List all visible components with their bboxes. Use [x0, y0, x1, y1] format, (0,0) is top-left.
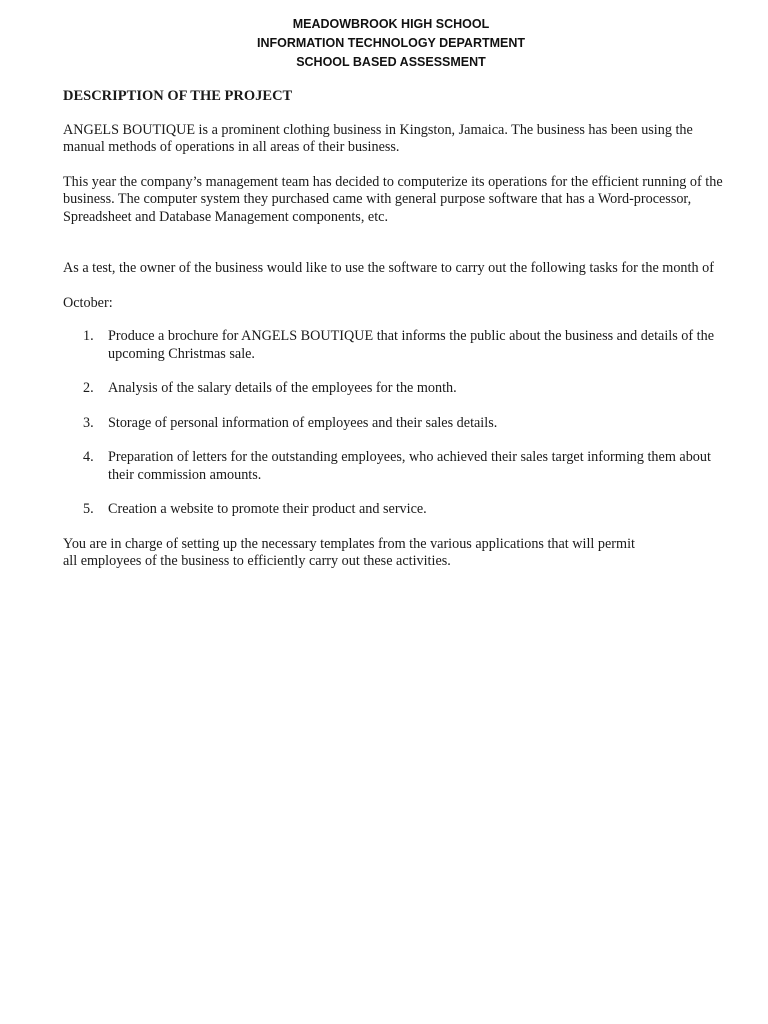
test-paragraph: As a test, the owner of the business would like to use the software to carry out the following tasks for the month of	[63, 260, 714, 276]
list-item-number: 2.	[83, 380, 94, 396]
list-item-text: Creation a website to promote their product and service.	[108, 501, 427, 517]
list-item-number: 1.	[83, 328, 94, 344]
assessment-title: SCHOOL BASED ASSESSMENT	[296, 55, 486, 69]
list-item	[63, 449, 723, 484]
department-name: INFORMATION TECHNOLOGY DEPARTMENT	[256, 36, 526, 50]
list-item	[63, 501, 723, 519]
school-name: MEADOWBROOK HIGH SCHOOL	[292, 17, 490, 31]
list-item	[63, 380, 723, 398]
list-item-number: 4.	[83, 449, 94, 465]
list-item-number: 3.	[83, 414, 94, 431]
month-label: October:	[63, 294, 113, 311]
list-item-text: Preparation of letters for the outstanding employees, who achieved their sales target informing them about their commission amounts.	[108, 449, 711, 483]
list-item	[63, 328, 723, 363]
computerize-paragraph: This year the company’s management team has decided to computerize its operations for the efficient running of the business. The computer system they purchased came with general purpose software that has a Word-processor, Spreadsheet and Database Management components, etc.	[63, 173, 723, 225]
closing-paragraph: You are in charge of setting up the necessary templates from the various applications that will permit all employees of the business to efficiently carry out these activities.	[63, 535, 635, 569]
list-item-text: Storage of personal information of employees and their sales details.	[108, 414, 498, 431]
list-item-text: Analysis of the salary details of the employees for the month.	[108, 380, 457, 396]
list-item-text: Produce a brochure for ANGELS BOUTIQUE that informs the public about the business and details of the upcoming Christmas sale.	[108, 328, 714, 362]
task-list	[63, 328, 723, 519]
document-body	[63, 88, 723, 571]
intro-paragraph: ANGELS BOUTIQUE is a prominent clothing business in Kingston, Jamaica. The business has been using the manual methods of operations in all areas of their business.	[63, 121, 693, 155]
section-heading: DESCRIPTION OF THE PROJECT	[63, 88, 293, 104]
list-item	[63, 415, 723, 433]
list-item-number: 5.	[83, 501, 94, 517]
document-header	[0, 15, 768, 72]
